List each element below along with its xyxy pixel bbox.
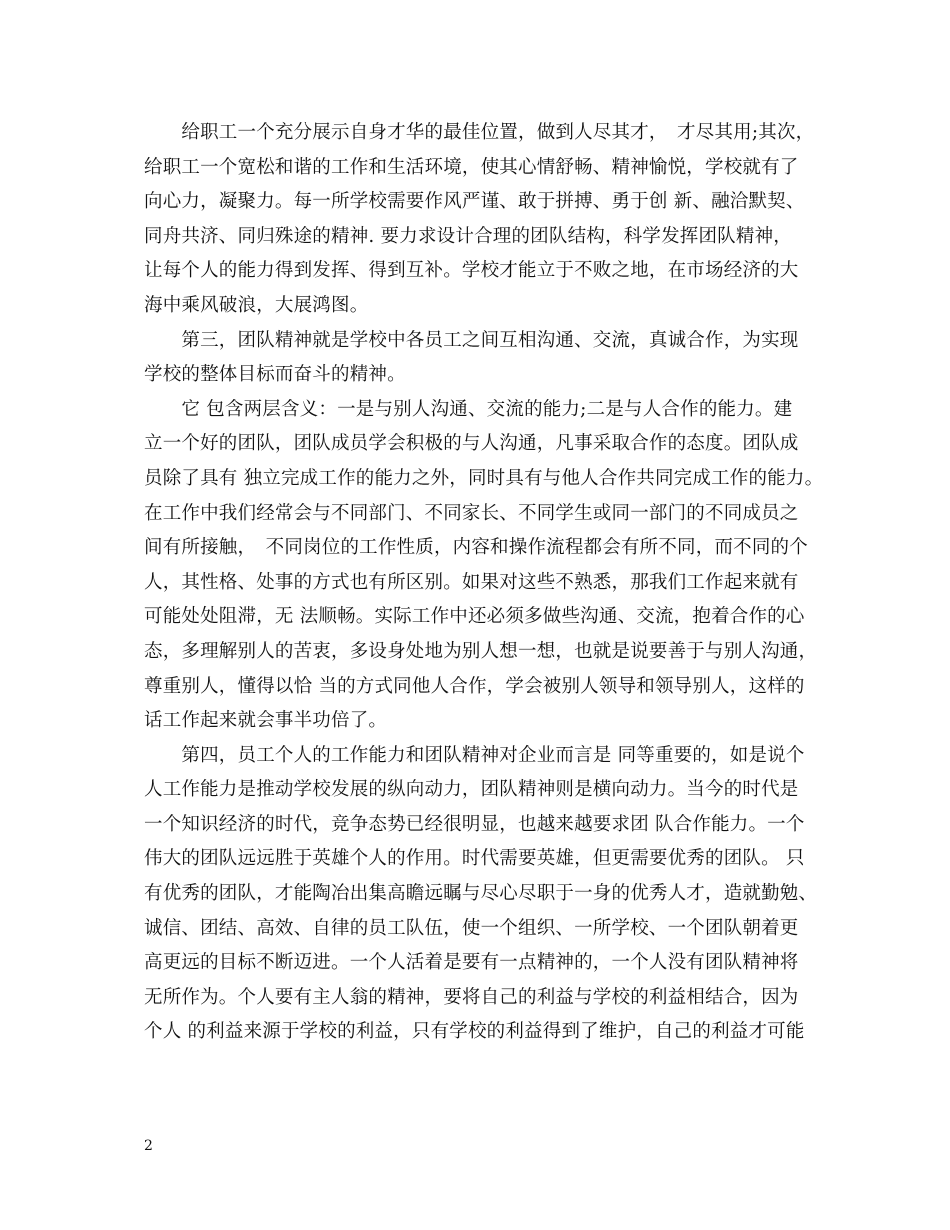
text-line: 态，多理解别人的苦衷，多设身处地为别人想一想，也就是说要善于与别人沟通， bbox=[144, 640, 818, 662]
text-line: 个人 的利益来源于学校的利益，只有学校的利益得到了维护，自己的利益才可能 bbox=[144, 1021, 805, 1043]
text-line: 在工作中我们经常会与不同部门、不同家长、不同学生或同一部门的不同成员之 bbox=[144, 502, 799, 524]
text-line: 一个知识经济的时代，竞争态势已经很明显，也越来越要求团 队合作能力。一个 bbox=[144, 813, 805, 835]
text-line: 学校的整体目标而奋斗的精神。 bbox=[144, 364, 406, 386]
text-line: 给职工一个充分展示自身才华的最佳位置，做到人尽其才， 才尽其用;其次， bbox=[144, 122, 815, 143]
text-line: 向心力，凝聚力。每一所学校需要作风严谨、敢于拼搏、勇于创 新、融洽默契、 bbox=[144, 191, 805, 213]
text-line: 让每个人的能力得到发挥、得到互补。学校才能立于不败之地，在市场经济的大 bbox=[144, 260, 799, 282]
text-line: 伟大的团队远远胜于英雄个人的作用。时代需要英雄，但更需要优秀的团队。 只 bbox=[144, 848, 805, 870]
text-line: 第四，员工个人的工作能力和团队精神对企业而言是 同等重要的，如是说个 bbox=[144, 744, 805, 766]
text-line: 立一个好的团队，团队成员学会积极的与人沟通，凡事采取合作的态度。团队成 bbox=[144, 433, 799, 455]
text-line: 有优秀的团队，才能陶冶出集高瞻远瞩与尽心尽职于一身的优秀人才，造就勤勉、 bbox=[144, 883, 818, 905]
body-text bbox=[144, 116, 844, 1050]
text-line: 海中乘风破浪，大展鸿图。 bbox=[144, 294, 369, 316]
text-line: 诚信、团结、高效、自律的员工队伍，使一个组织、一所学校、一个团队朝着更 bbox=[144, 917, 799, 939]
text-line: 人，其性格、处事的方式也有所区别。如果对这些不熟悉，那我们工作起来就有 bbox=[144, 571, 799, 593]
text-line: 给职工一个宽松和谐的工作和生活环境，使其心情舒畅、精神愉悦，学校就有了 bbox=[144, 156, 799, 178]
page-number: 2 bbox=[144, 1138, 153, 1154]
text-line: 高更远的目标不断迈进。一个人活着是要有一点精神的，一个人没有团队精神将 bbox=[144, 952, 799, 974]
text-line: 人工作能力是推动学校发展的纵向动力，团队精神则是横向动力。当今的时代是 bbox=[144, 779, 799, 801]
text-line: 无所作为。个人要有主人翁的精神，要将自己的利益与学校的利益相结合，因为 bbox=[144, 986, 799, 1008]
text-line: 员除了具有 独立完成工作的能力之外，同时具有与他人合作共同完成工作的能力。 bbox=[144, 467, 824, 489]
text-line: 它 包含两层含义：一是与别人沟通、交流的能力;二是与人合作的能力。建 bbox=[144, 398, 793, 420]
text-line: 第三，团队精神就是学校中各员工之间互相沟通、交流，真诚合作，为实现 bbox=[144, 329, 799, 351]
text-line: 同舟共济、同归殊途的精神. 要力求设计合理的团队结构，科学发挥团队精神， bbox=[144, 225, 792, 247]
text-line: 可能处处阻滞，无 法顺畅。实际工作中还必须多做些沟通、交流，抱着合作的心 bbox=[144, 606, 805, 628]
text-line: 话工作起来就会事半功倍了。 bbox=[144, 710, 388, 732]
text-line: 间有所接触， 不同岗位的工作性质，内容和操作流程都会有所不同，而不同的个 bbox=[144, 537, 808, 559]
text-line: 尊重别人，懂得以恰 当的方式同他人合作，学会被别人领导和领导别人，这样的 bbox=[144, 675, 805, 697]
